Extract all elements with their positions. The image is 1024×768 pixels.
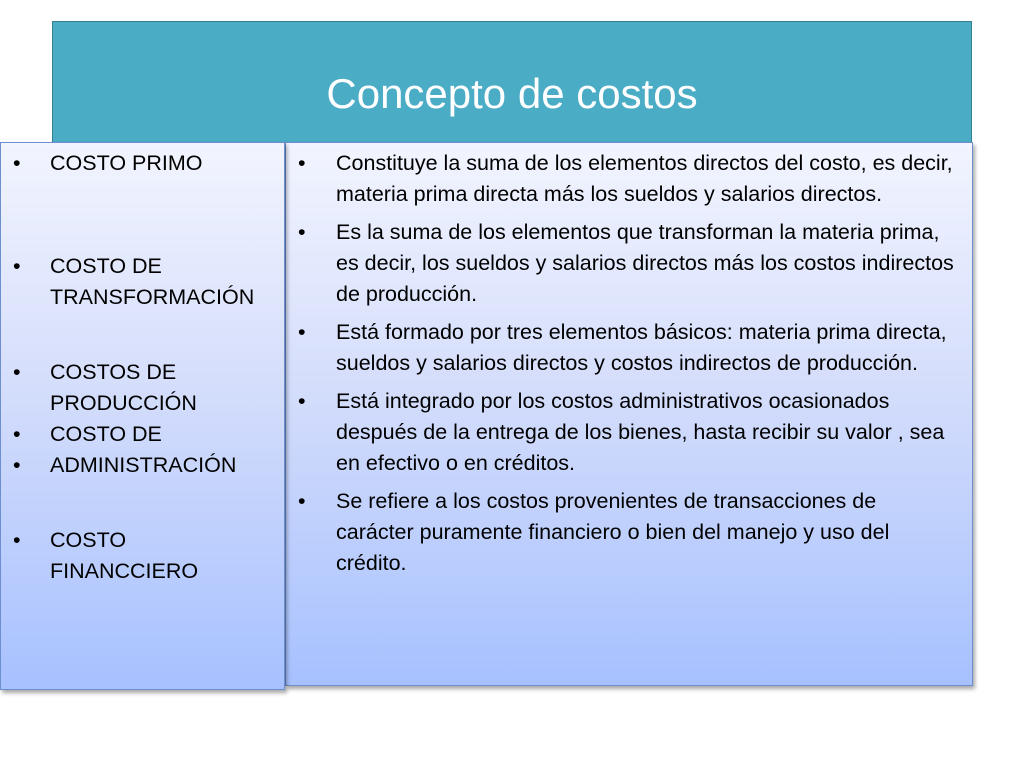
cost-definition-item: • Constituye la suma de los elementos directos del costo, es decir, materia prima directa más los sueldos y salarios directos. [298,148,958,210]
cost-definition-item: • Está integrado por los costos administrativos ocasionados después de la entrega de los bienes, hasta recibir su valor , sea en efectivo o en créditos. [298,386,958,479]
cost-type-item: • COSTO DE TRANSFORMACIÓN [13,251,278,313]
cost-type-item: • COSTOS DE PRODUCCIÓN [13,357,278,419]
slide-title: Concepto de costos [326,70,698,117]
cost-types-panel [0,142,285,690]
title-bar [52,21,972,145]
cost-definitions-list [286,143,972,579]
cost-type-item: • COSTO FINANCCIERO [13,525,278,587]
cost-definitions-panel [285,142,973,686]
cost-definition-item: • Es la suma de los elementos que transforman la materia prima, es decir, los sueldos y salarios directos más los costos indirectos de producción. [298,217,958,310]
cost-type-item: • COSTO DE [13,419,278,450]
cost-type-item: • ADMINISTRACIÓN [13,450,278,481]
cost-definition-item: • Se refiere a los costos provenientes de transacciones de carácter puramente financiero o bien del manejo y uso del crédito. [298,486,958,579]
cost-definition-item: • Está formado por tres elementos básicos: materia prima directa, sueldos y salarios directos y costos indirectos de producción. [298,317,958,379]
cost-type-item: • COSTO PRIMO [13,148,278,179]
cost-types-list [1,143,284,587]
